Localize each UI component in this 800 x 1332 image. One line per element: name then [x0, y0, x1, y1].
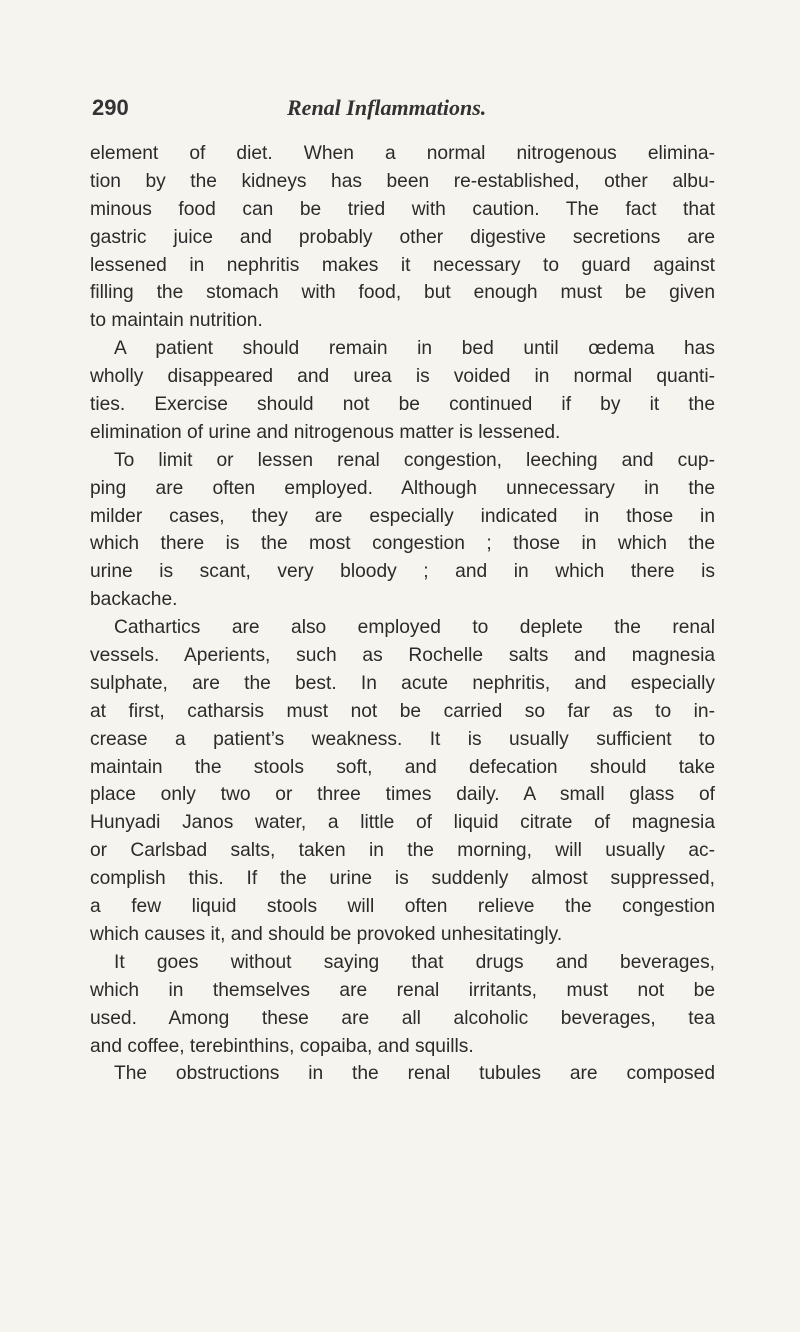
- text-line: vessels. Aperients, such as Rochelle salts and magnesia: [90, 645, 715, 667]
- text-line: and coffee, terebinthins, copaiba, and squills.: [90, 1035, 474, 1057]
- text-line: ties. Exercise should not be continued if by it the: [90, 394, 715, 416]
- text-line: which there is the most congestion ; those in which the: [90, 533, 715, 555]
- text-line: gastric juice and probably other digestive secretions are: [90, 226, 715, 248]
- running-head: Renal Inflammations.: [287, 95, 487, 120]
- text-line: maintain the stools soft, and defecation should take: [90, 756, 715, 778]
- text-line: wholly disappeared and urea is voided in normal quanti-: [90, 366, 715, 388]
- text-line: Hunyadi Janos water, a little of liquid citrate of magnesia: [90, 812, 715, 834]
- text-line: It goes without saying that drugs and beverages,: [114, 951, 715, 973]
- text-line: which in themselves are renal irritants, must not be: [90, 979, 715, 1001]
- text-line: filling the stomach with food, but enough must be given: [90, 282, 715, 304]
- text-line: To limit or lessen renal congestion, leeching and cup-: [114, 449, 715, 471]
- text-line: tion by the kidneys has been re-established, other albu-: [90, 170, 715, 192]
- text-line: crease a patient’s weakness. It is usually sufficient to: [90, 728, 715, 750]
- text-line: to maintain nutrition.: [90, 310, 263, 332]
- text-line: The obstructions in the renal tubules are composed: [114, 1063, 715, 1085]
- text-line: place only two or three times daily. A small glass of: [90, 784, 715, 806]
- text-line: which causes it, and should be provoked unhesitatingly.: [90, 923, 563, 945]
- body-text: [90, 140, 715, 1088]
- text-line: a few liquid stools will often relieve the congestion: [90, 896, 715, 918]
- text-line: A patient should remain in bed until œdema has: [114, 338, 715, 360]
- text-line: element of diet. When a normal nitrogenous elimina-: [90, 143, 715, 164]
- text-line: elimination of urine and nitrogenous matter is lessened.: [90, 421, 561, 443]
- text-line: backache.: [90, 589, 178, 611]
- text-line: milder cases, they are especially indicated in those in: [90, 505, 715, 527]
- text-line: lessened in nephritis makes it necessary to guard against: [90, 254, 715, 276]
- text-line: Cathartics are also employed to deplete the renal: [114, 617, 715, 639]
- text-line: at first, catharsis must not be carried so far as to in-: [90, 700, 715, 722]
- text-line: complish this. If the urine is suddenly almost suppressed,: [90, 868, 715, 890]
- text-line: urine is scant, very bloody ; and in which there is: [90, 561, 715, 583]
- text-line: used. Among these are all alcoholic beverages, tea: [90, 1007, 715, 1029]
- text-line: ping are often employed. Although unnecessary in the: [90, 477, 715, 499]
- text-line: minous food can be tried with caution. The fact that: [90, 198, 715, 220]
- page-number: 290: [92, 95, 129, 120]
- text-line: or Carlsbad salts, taken in the morning, will usually ac-: [90, 840, 715, 862]
- page-header: [92, 95, 712, 125]
- text-line: sulphate, are the best. In acute nephritis, and especially: [90, 672, 715, 694]
